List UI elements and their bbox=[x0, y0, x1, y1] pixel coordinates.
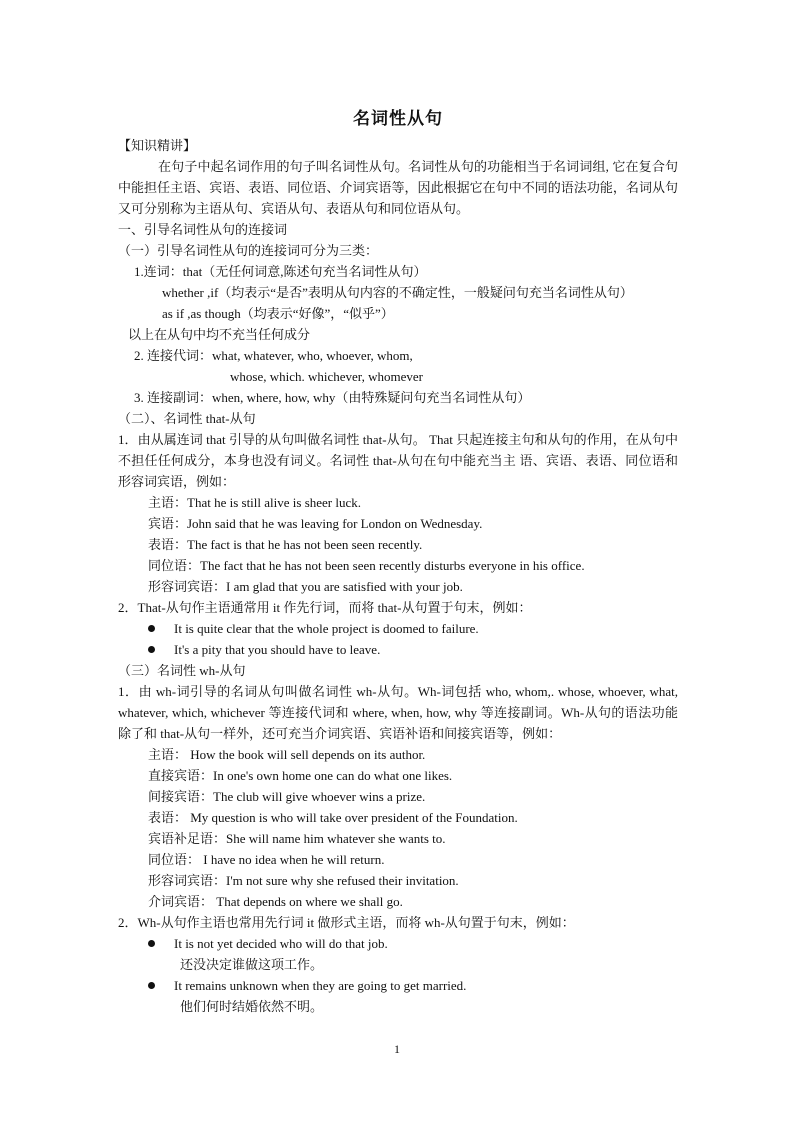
part1-item3: 3. 连接副词：when, where, how, why（由特殊疑问句充当名词性从句） bbox=[134, 390, 531, 405]
example-line: 主语： How the book will sell depends on its author. bbox=[148, 747, 426, 762]
part2-heading: （二）、名词性 that-从句 bbox=[118, 411, 256, 426]
section-header: 【知识精讲】 bbox=[118, 138, 197, 153]
part1-item2: 2. 连接代词：what, whatever, who, whoever, whom, bbox=[134, 348, 413, 363]
page-number: 1 bbox=[394, 1042, 400, 1056]
part1-item2-b: whose, which. whichever, whomever bbox=[230, 369, 423, 384]
part3-heading: （三）名词性 wh-从句 bbox=[118, 663, 246, 678]
part1-heading: 一、引导名词性从句的连接词 bbox=[118, 222, 288, 237]
example-line: 间接宾语：The club will give whoever wins a prize. bbox=[148, 789, 426, 804]
part1-item1-b: whether ,if（均表示“是否”表明从句内容的不确定性，一般疑问句充当名词性从句） bbox=[162, 285, 633, 300]
bullet-icon bbox=[148, 940, 155, 947]
intro-paragraph: 在句子中起名词作用的句子叫名词性从句。名词性从句的功能相当于名词词组, 它在复合句中能担任主语、宾语、表语、同位语、介词宾语等，因此根据它在句中不同的语法功能，名词从句又可分别称为主语从句、宾语从句、表语从句和同位语从句。 bbox=[118, 159, 678, 216]
part1-subheading: （一）引导名词性从句的连接词可分为三类： bbox=[118, 243, 379, 258]
bullet-text: It remains unknown when they are going to get married. bbox=[174, 978, 467, 993]
bullet-text: It is not yet decided who will do that job. bbox=[174, 936, 388, 951]
bullet-translation: 还没决定谁做这项工作。 bbox=[180, 957, 324, 972]
bullet-item bbox=[118, 618, 678, 639]
bullet-text: It's a pity that you should have to leave. bbox=[174, 642, 381, 657]
bullet-translation: 他们何时结婚依然不明。 bbox=[180, 999, 324, 1014]
example-line: 表语： My question is who will take over president of the Foundation. bbox=[148, 810, 518, 825]
bullet-text: It is quite clear that the whole project is doomed to failure. bbox=[174, 621, 479, 636]
bullet-icon bbox=[148, 982, 155, 989]
example-line: 介词宾语： That depends on where we shall go. bbox=[148, 894, 403, 909]
example-line: 主语：That he is still alive is sheer luck. bbox=[148, 495, 362, 510]
example-line: 形容词宾语：I am glad that you are satisfied with your job. bbox=[148, 579, 463, 594]
part1-item1: 1.连词：that（无任何词意,陈述句充当名词性从句） bbox=[134, 264, 427, 279]
example-line: 同位语：The fact that he has not been seen recently disturbs everyone in his office. bbox=[148, 558, 585, 573]
example-line: 形容词宾语：I'm not sure why she refused their invitation. bbox=[148, 873, 459, 888]
part2-paragraph-1: 1．由从属连词 that 引导的从句叫做名词性 that-从句。 That 只起连接主句和从句的作用，在从句中不担任任何成分，本身也没有词义。名词性 that-从句在句中能充当主 语、宾语、表语、同位语和形容词宾语，例如： bbox=[118, 432, 678, 489]
bullet-item bbox=[118, 639, 678, 660]
bullet-icon bbox=[148, 625, 155, 632]
example-line: 表语：The fact is that he has not been seen recently. bbox=[148, 537, 423, 552]
page-title: 名词性从句 bbox=[353, 109, 443, 128]
part3-paragraph-2: 2．Wh-从句作主语也常用先行词 it 做形式主语，而将 wh-从句置于句末，例如： bbox=[118, 915, 575, 930]
example-line: 直接宾语：In one's own home one can do what one likes. bbox=[148, 768, 453, 783]
part2-paragraph-2: 2．That-从句作主语通常用 it 作先行词，而将 that-从句置于句末，例如： bbox=[118, 600, 532, 615]
bullet-icon bbox=[148, 646, 155, 653]
part1-item1-c: as if ,as though（均表示“好像”，“似乎”） bbox=[162, 306, 394, 321]
bullet-item bbox=[118, 975, 678, 996]
example-line: 宾语补足语：She will name him whatever she wants to. bbox=[148, 831, 446, 846]
part1-note: 以上在从句中均不充当任何成分 bbox=[128, 327, 311, 342]
example-line: 宾语：John said that he was leaving for London on Wednesday. bbox=[148, 516, 483, 531]
example-line: 同位语： I have no idea when he will return. bbox=[148, 852, 385, 867]
part3-paragraph-1: 1．由 wh-词引导的名词从句叫做名词性 wh-从句。Wh-词包括 who, whom,. whose, whoever, what, whatever, which, whichever 等连接代词和 where, when, how, why 等连接副词。Wh-从句的语法功能除了和 that-从句一样外，还可充当介词宾语、宾语补语和间接宾语等，例如： bbox=[118, 684, 678, 741]
bullet-item bbox=[118, 933, 678, 954]
document-content bbox=[118, 104, 678, 1017]
